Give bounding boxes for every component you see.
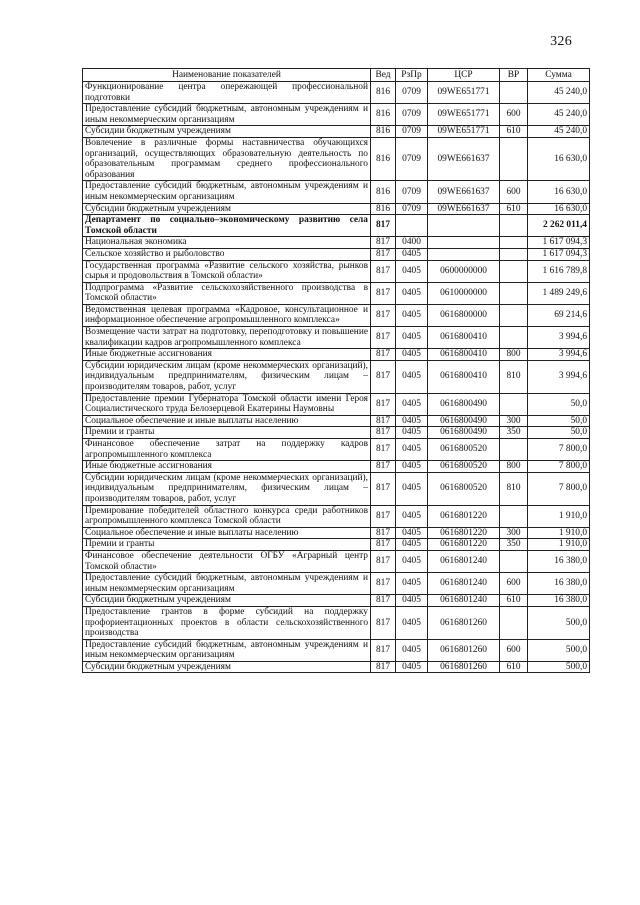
cell-sum: 7 800,0 <box>528 439 590 461</box>
cell-ved: 817 <box>371 505 396 527</box>
cell-vr: 810 <box>500 472 528 505</box>
cell-csr: 09WE661637 <box>428 181 500 203</box>
cell-vr: 350 <box>500 539 528 551</box>
cell-sum: 45 240,0 <box>528 104 590 126</box>
header-ved: Вед <box>371 69 396 82</box>
table-row <box>83 550 590 572</box>
cell-csr: 0616801240 <box>428 595 500 607</box>
cell-sum: 1 910,0 <box>528 527 590 539</box>
cell-rzpr: 0405 <box>396 461 428 473</box>
cell-sum: 500,0 <box>528 639 590 661</box>
cell-csr: 0600000000 <box>428 260 500 282</box>
cell-sum: 16 380,0 <box>528 595 590 607</box>
cell-name: Субсидии бюджетным учреждениям <box>83 661 371 673</box>
cell-name: Предоставление субсидий бюджетным, автономным учреждениям и иным некоммерческим организациям <box>83 104 371 126</box>
cell-vr <box>500 282 528 304</box>
table-row <box>83 248 590 260</box>
cell-sum: 7 800,0 <box>528 461 590 473</box>
table-row <box>83 237 590 249</box>
cell-csr: 09WE651771 <box>428 82 500 104</box>
cell-ved: 817 <box>371 237 396 249</box>
cell-sum: 3 994,6 <box>528 360 590 393</box>
cell-csr: 0616800410 <box>428 360 500 393</box>
cell-vr: 800 <box>500 349 528 361</box>
cell-name: Иные бюджетные ассигнования <box>83 349 371 361</box>
table-row <box>83 327 590 349</box>
cell-ved: 817 <box>371 349 396 361</box>
cell-sum: 45 240,0 <box>528 82 590 104</box>
cell-rzpr: 0405 <box>396 304 428 326</box>
cell-sum: 1 617 094,3 <box>528 237 590 249</box>
cell-vr: 810 <box>500 360 528 393</box>
cell-vr <box>500 606 528 639</box>
cell-sum: 50,0 <box>528 393 590 415</box>
cell-ved: 817 <box>371 282 396 304</box>
cell-name: Департамент по социально–экономическому развитию села Томской области <box>83 215 371 237</box>
cell-rzpr: 0709 <box>396 104 428 126</box>
cell-csr: 0616800490 <box>428 427 500 439</box>
cell-ved: 817 <box>371 550 396 572</box>
cell-name: Сельское хозяйство и рыболовство <box>83 248 371 260</box>
table-row <box>83 304 590 326</box>
budget-table <box>82 68 590 673</box>
cell-vr <box>500 237 528 249</box>
cell-sum: 500,0 <box>528 661 590 673</box>
table-row <box>83 539 590 551</box>
cell-name: Национальная экономика <box>83 237 371 249</box>
table-row <box>83 137 590 180</box>
cell-sum: 16 630,0 <box>528 203 590 215</box>
cell-ved: 817 <box>371 327 396 349</box>
cell-vr: 610 <box>500 203 528 215</box>
cell-vr <box>500 137 528 180</box>
cell-name: Функционирование центра опережающей профессиональной подготовки <box>83 82 371 104</box>
cell-csr: 0616801220 <box>428 539 500 551</box>
table-row <box>83 595 590 607</box>
cell-csr: 09WE661637 <box>428 203 500 215</box>
cell-rzpr: 0709 <box>396 126 428 138</box>
table-row <box>83 415 590 427</box>
cell-sum: 16 380,0 <box>528 550 590 572</box>
cell-rzpr: 0405 <box>396 661 428 673</box>
table-row <box>83 282 590 304</box>
cell-name: Социальное обеспечение и иные выплаты населению <box>83 527 371 539</box>
cell-rzpr: 0405 <box>396 595 428 607</box>
cell-rzpr: 0405 <box>396 427 428 439</box>
cell-vr <box>500 82 528 104</box>
cell-name: Возмещение части затрат на подготовку, переподготовку и повышение квалификации кадров агропромышленного комплекса <box>83 327 371 349</box>
cell-ved: 816 <box>371 181 396 203</box>
cell-vr: 800 <box>500 461 528 473</box>
cell-rzpr: 0405 <box>396 527 428 539</box>
table-row <box>83 606 590 639</box>
cell-rzpr: 0405 <box>396 639 428 661</box>
cell-name: Премии и гранты <box>83 539 371 551</box>
cell-rzpr: 0405 <box>396 248 428 260</box>
table-row <box>83 472 590 505</box>
table-row <box>83 505 590 527</box>
cell-rzpr <box>396 215 428 237</box>
cell-csr: 0616801240 <box>428 573 500 595</box>
cell-csr: 0616801260 <box>428 661 500 673</box>
cell-csr: 0616801260 <box>428 606 500 639</box>
cell-name: Ведомственная целевая программа «Кадровое, консультационное и информационное обеспечение агропромышленного комплекса» <box>83 304 371 326</box>
cell-ved: 817 <box>371 215 396 237</box>
cell-name: Субсидии юридическим лицам (кроме некоммерческих организаций), индивидуальным предпринимателям, физическим лицам – производителям товаров, работ, услуг <box>83 472 371 505</box>
cell-sum: 1 910,0 <box>528 539 590 551</box>
table-row <box>83 573 590 595</box>
cell-name: Финансовое обеспечение деятельности ОГБУ «Аграрный центр Томской области» <box>83 550 371 572</box>
cell-ved: 816 <box>371 126 396 138</box>
cell-ved: 817 <box>371 595 396 607</box>
header-vr: ВР <box>500 69 528 82</box>
table-row <box>83 661 590 673</box>
cell-rzpr: 0405 <box>396 282 428 304</box>
header-csr: ЦСР <box>428 69 500 82</box>
cell-name: Субсидии юридическим лицам (кроме некоммерческих организаций), индивидуальным предпринимателям, физическим лицам – производителям товаров, работ, услуг <box>83 360 371 393</box>
cell-rzpr: 0405 <box>396 573 428 595</box>
cell-sum: 2 262 011,4 <box>528 215 590 237</box>
cell-name: Иные бюджетные ассигнования <box>83 461 371 473</box>
cell-csr: 0616801240 <box>428 550 500 572</box>
cell-csr: 0616800410 <box>428 349 500 361</box>
cell-ved: 817 <box>371 304 396 326</box>
cell-name: Вовлечение в различные формы наставничества обучающихся организаций, осуществляющих образовательную деятельность по образовательным программам среднего профессионального образования <box>83 137 371 180</box>
cell-ved: 817 <box>371 539 396 551</box>
cell-name: Подпрограмма «Развитие сельскохозяйственного производства в Томской области» <box>83 282 371 304</box>
cell-ved: 816 <box>371 104 396 126</box>
cell-vr <box>500 393 528 415</box>
header-name: Наименование показателей <box>83 69 371 82</box>
table-header-row <box>83 69 590 82</box>
cell-sum: 1 910,0 <box>528 505 590 527</box>
cell-rzpr: 0405 <box>396 550 428 572</box>
cell-csr: 0610000000 <box>428 282 500 304</box>
cell-ved: 817 <box>371 248 396 260</box>
cell-sum: 1 489 249,6 <box>528 282 590 304</box>
cell-csr: 0616800520 <box>428 461 500 473</box>
cell-sum: 16 380,0 <box>528 573 590 595</box>
cell-ved: 817 <box>371 661 396 673</box>
cell-vr: 610 <box>500 661 528 673</box>
cell-ved: 817 <box>371 393 396 415</box>
cell-rzpr: 0405 <box>396 439 428 461</box>
cell-name: Субсидии бюджетным учреждениям <box>83 203 371 215</box>
cell-vr: 300 <box>500 527 528 539</box>
cell-vr: 610 <box>500 126 528 138</box>
cell-rzpr: 0405 <box>396 472 428 505</box>
cell-csr: 0616800490 <box>428 393 500 415</box>
cell-name: Предоставление субсидий бюджетным, автономным учреждениям и иным некоммерческим организациям <box>83 639 371 661</box>
cell-rzpr: 0405 <box>396 606 428 639</box>
cell-name: Предоставление грантов в форме субсидий на поддержку профориентационных проектов в области сельскохозяйственного производства <box>83 606 371 639</box>
cell-csr <box>428 215 500 237</box>
cell-rzpr: 0709 <box>396 137 428 180</box>
cell-ved: 817 <box>371 461 396 473</box>
cell-csr: 09WE661637 <box>428 137 500 180</box>
table-row <box>83 439 590 461</box>
cell-ved: 816 <box>371 137 396 180</box>
cell-csr: 0616800520 <box>428 472 500 505</box>
table-row <box>83 260 590 282</box>
table-row <box>83 181 590 203</box>
cell-sum: 500,0 <box>528 606 590 639</box>
cell-ved: 817 <box>371 639 396 661</box>
table-row <box>83 393 590 415</box>
cell-csr: 0616801260 <box>428 639 500 661</box>
cell-vr <box>500 505 528 527</box>
table-row <box>83 215 590 237</box>
cell-name: Субсидии бюджетным учреждениям <box>83 126 371 138</box>
cell-name: Предоставление субсидий бюджетным, автономным учреждениям и иным некоммерческим организациям <box>83 181 371 203</box>
cell-vr: 600 <box>500 573 528 595</box>
header-rzpr: РзПр <box>396 69 428 82</box>
table-row <box>83 104 590 126</box>
cell-csr <box>428 248 500 260</box>
cell-name: Предоставление субсидий бюджетным, автономным учреждениям и иным некоммерческим организациям <box>83 573 371 595</box>
cell-csr: 0616800410 <box>428 327 500 349</box>
table-row <box>83 203 590 215</box>
cell-name: Премирование победителей областного конкурса среди работников агропромышленного комплекса Томской области <box>83 505 371 527</box>
cell-rzpr: 0405 <box>396 539 428 551</box>
cell-rzpr: 0709 <box>396 181 428 203</box>
cell-sum: 16 630,0 <box>528 137 590 180</box>
header-sum: Сумма <box>528 69 590 82</box>
cell-ved: 817 <box>371 472 396 505</box>
page-number: 326 <box>550 34 572 49</box>
cell-ved: 817 <box>371 439 396 461</box>
cell-vr: 300 <box>500 415 528 427</box>
cell-rzpr: 0400 <box>396 237 428 249</box>
cell-sum: 1 617 094,3 <box>528 248 590 260</box>
cell-vr <box>500 304 528 326</box>
cell-name: Предоставление премии Губернатора Томской области имени Героя Социалистического труда Белозерцевой Екатерины Наумовны <box>83 393 371 415</box>
cell-ved: 817 <box>371 260 396 282</box>
cell-sum: 16 630,0 <box>528 181 590 203</box>
cell-sum: 50,0 <box>528 415 590 427</box>
cell-vr: 600 <box>500 181 528 203</box>
cell-rzpr: 0405 <box>396 505 428 527</box>
cell-sum: 1 616 789,8 <box>528 260 590 282</box>
cell-csr: 09WE651771 <box>428 126 500 138</box>
cell-csr: 0616800520 <box>428 439 500 461</box>
cell-rzpr: 0405 <box>396 327 428 349</box>
table-row <box>83 349 590 361</box>
cell-vr <box>500 327 528 349</box>
cell-sum: 7 800,0 <box>528 472 590 505</box>
cell-ved: 817 <box>371 527 396 539</box>
table-row <box>83 82 590 104</box>
cell-ved: 817 <box>371 427 396 439</box>
cell-vr <box>500 260 528 282</box>
cell-csr: 0616800490 <box>428 415 500 427</box>
cell-vr <box>500 550 528 572</box>
cell-ved: 817 <box>371 415 396 427</box>
cell-ved: 816 <box>371 203 396 215</box>
cell-rzpr: 0405 <box>396 393 428 415</box>
cell-ved: 817 <box>371 573 396 595</box>
cell-vr: 600 <box>500 104 528 126</box>
cell-vr: 350 <box>500 427 528 439</box>
cell-name: Премии и гранты <box>83 427 371 439</box>
cell-csr: 0616801220 <box>428 505 500 527</box>
cell-csr <box>428 237 500 249</box>
cell-vr <box>500 248 528 260</box>
cell-name: Финансовое обеспечение затрат на поддержку кадров агропромышленного комплекса <box>83 439 371 461</box>
cell-csr: 09WE651771 <box>428 104 500 126</box>
table-row <box>83 126 590 138</box>
cell-rzpr: 0405 <box>396 260 428 282</box>
cell-rzpr: 0405 <box>396 349 428 361</box>
cell-name: Государственная программа «Развитие сельского хозяйства, рынков сырья и продовольствия в Томской области» <box>83 260 371 282</box>
cell-name: Субсидии бюджетным учреждениям <box>83 595 371 607</box>
cell-sum: 69 214,6 <box>528 304 590 326</box>
cell-sum: 3 994,6 <box>528 349 590 361</box>
cell-ved: 817 <box>371 606 396 639</box>
table-row <box>83 639 590 661</box>
table-row <box>83 461 590 473</box>
table-body <box>83 82 590 673</box>
cell-csr: 0616800000 <box>428 304 500 326</box>
table-row <box>83 360 590 393</box>
cell-ved: 817 <box>371 360 396 393</box>
cell-rzpr: 0405 <box>396 415 428 427</box>
cell-sum: 3 994,6 <box>528 327 590 349</box>
table-row <box>83 427 590 439</box>
cell-vr <box>500 439 528 461</box>
cell-name: Социальное обеспечение и иные выплаты населению <box>83 415 371 427</box>
cell-vr: 610 <box>500 595 528 607</box>
cell-vr: 600 <box>500 639 528 661</box>
cell-sum: 50,0 <box>528 427 590 439</box>
cell-sum: 45 240,0 <box>528 126 590 138</box>
cell-rzpr: 0709 <box>396 203 428 215</box>
table-row <box>83 527 590 539</box>
cell-rzpr: 0709 <box>396 82 428 104</box>
cell-ved: 816 <box>371 82 396 104</box>
cell-vr <box>500 215 528 237</box>
cell-csr: 0616801220 <box>428 527 500 539</box>
cell-rzpr: 0405 <box>396 360 428 393</box>
